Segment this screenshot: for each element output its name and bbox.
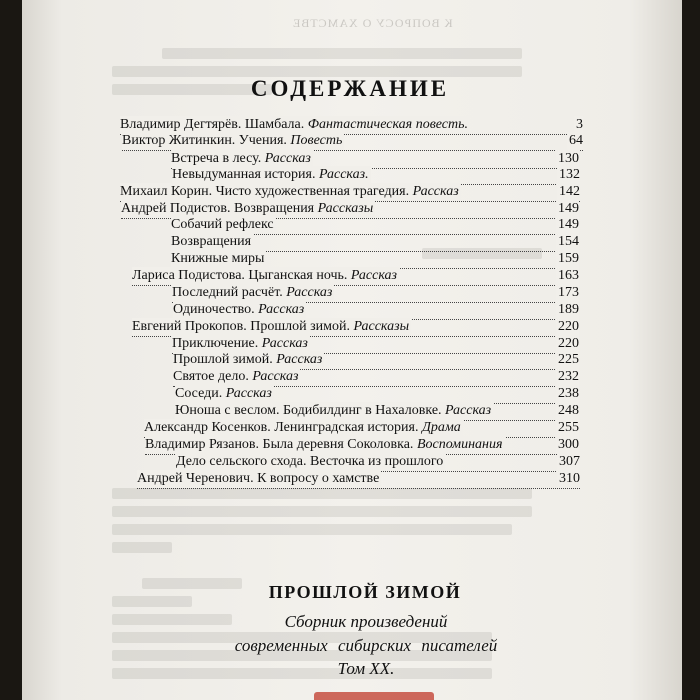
toc-entry-title	[171, 233, 253, 251]
toc-entry	[122, 132, 583, 151]
toc-entry-page-number: 159	[558, 251, 579, 266]
toc-entry-text: Книжные миры	[171, 251, 265, 266]
toc-entry-text: Невыдуманная история.	[172, 167, 319, 182]
toc-entry-genre: Рассказы	[353, 319, 410, 334]
toc-entry-text: Евгений Прокопов. Прошлой зимой.	[132, 319, 354, 334]
toc-entry-title	[173, 301, 306, 319]
toc-entry-text: Последний расчёт.	[172, 285, 287, 300]
toc-entry-title	[171, 250, 266, 268]
toc-entry-text: Прошлой зимой.	[173, 352, 277, 367]
toc-entry-genre: Рассказ	[252, 369, 299, 384]
toc-entry-page-number: 149	[558, 217, 579, 232]
toc-entry-title	[175, 402, 493, 420]
toc-entry-genre: Рассказ	[350, 268, 397, 283]
toc-entry-page-number: 132	[559, 167, 580, 182]
toc-entry-genre: Рассказы	[317, 201, 374, 216]
book-subtitle-1: Сборник произведений	[284, 612, 448, 631]
toc-entry-page-number: 130	[558, 151, 579, 166]
toc-entry-page-number: 64	[569, 133, 583, 148]
toc-entry-genre: Рассказ	[261, 336, 308, 351]
book-subtitle-2: современных сибирских писателей	[234, 636, 498, 655]
toc-entry-title	[132, 267, 399, 285]
toc-entry-page-number: 255	[558, 420, 579, 435]
toc-entry-text: Дело сельского схода. Весточка из прошлого	[176, 454, 444, 469]
toc-entry-page-number: 163	[558, 268, 579, 283]
toc-entry-page-number: 232	[558, 369, 579, 384]
toc-entry-text: Александр Косенков. Ленинградская история.	[144, 420, 422, 435]
toc-entry-page-number: 220	[558, 336, 579, 351]
toc-entry-text: Андрей Подистов. Возвращения	[121, 201, 318, 216]
toc-entry-text: Владимир Дегтярёв. Шамбала.	[120, 117, 308, 132]
toc-entry-genre: Рассказ	[286, 285, 333, 300]
toc-entry-title	[171, 216, 276, 234]
toc-entry-title	[175, 385, 274, 403]
toc-entry-genre: Рассказ	[445, 403, 492, 418]
toc-entry-title	[137, 470, 381, 488]
toc-entry-page-number: 238	[558, 386, 579, 401]
toc-entry-title	[173, 351, 324, 369]
toc-entry-page-number: 3	[576, 117, 583, 132]
toc-entry-genre: Рассказ	[264, 151, 311, 166]
toc-entry-title	[144, 419, 463, 437]
toc-entry-genre: Рассказ.	[318, 167, 369, 182]
toc-entry-text: Михаил Корин. Чисто художественная трагедия.	[120, 184, 413, 199]
toc-entry-title	[122, 132, 344, 150]
toc-entry-text: Святое дело.	[173, 369, 253, 384]
toc-entry-page-number: 310	[559, 471, 580, 486]
toc-entry-text: Возвращения	[171, 234, 252, 249]
toc-entry-genre: Повесть	[290, 133, 343, 148]
toc-entry-genre: Рассказ	[412, 184, 459, 199]
toc-entry-page-number: 307	[559, 454, 580, 469]
toc-entry-text: Соседи.	[175, 386, 226, 401]
toc-entry-page-number: 154	[558, 234, 579, 249]
toc-entry-title	[120, 183, 461, 201]
toc-entry-genre: Рассказ	[258, 302, 305, 317]
toc-entry-genre: Драма	[421, 420, 461, 435]
toc-entry-title	[172, 284, 334, 302]
book-title: ПРОШЛОЙ ЗИМОЙ	[268, 582, 462, 602]
toc-entry-title	[132, 318, 411, 336]
toc-entry-page-number: 189	[558, 302, 579, 317]
toc-entry-text: Собачий рефлекс	[171, 217, 274, 232]
toc-entry-text: Владимир Рязанов. Была деревня Соколовка.	[145, 437, 417, 452]
toc-entry-text: Андрей Черенович. К вопросу о хамстве	[137, 471, 380, 486]
toc-entry-text: Виктор Житинкин. Учения.	[122, 133, 291, 148]
toc-entry-page-number: 142	[559, 184, 580, 199]
toc-entry-title	[176, 453, 445, 471]
volume-label: Том XX.	[337, 659, 395, 678]
toc-entry-text: Приключение.	[172, 336, 262, 351]
toc-entry-text: Лариса Подистова. Цыганская ночь.	[132, 268, 351, 283]
toc-entry-page-number: 225	[558, 352, 579, 367]
toc-entry	[137, 470, 580, 489]
toc-entry-genre: Рассказ	[276, 352, 323, 367]
toc-entry-title	[172, 166, 371, 184]
toc-entry-page-number: 248	[558, 403, 579, 418]
toc-entry-genre: Фантастическая повесть.	[307, 117, 468, 132]
toc-entry-page-number: 173	[558, 285, 579, 300]
toc-entry-page-number: 149	[558, 201, 579, 216]
toc-entry-title	[173, 368, 300, 386]
show-through-header: К ВОПРОСУ О ХАМСТВЕ	[292, 16, 453, 30]
toc-entry-text: Одиночество.	[173, 302, 259, 317]
toc-entry-genre: Рассказ	[225, 386, 272, 401]
toc-entry-text: Юноша с веслом. Бодибилдинг в Нахаловке.	[175, 403, 446, 418]
page-title: СОДЕРЖАНИЕ	[250, 76, 450, 101]
toc-entry-title	[145, 436, 505, 454]
toc-entry-genre: Воспоминания	[416, 437, 503, 452]
toc-entry-page-number: 300	[558, 437, 579, 452]
next-page-edge	[314, 692, 434, 700]
toc-entry-text: Встреча в лесу.	[171, 151, 265, 166]
toc-entry-page-number: 220	[558, 319, 579, 334]
